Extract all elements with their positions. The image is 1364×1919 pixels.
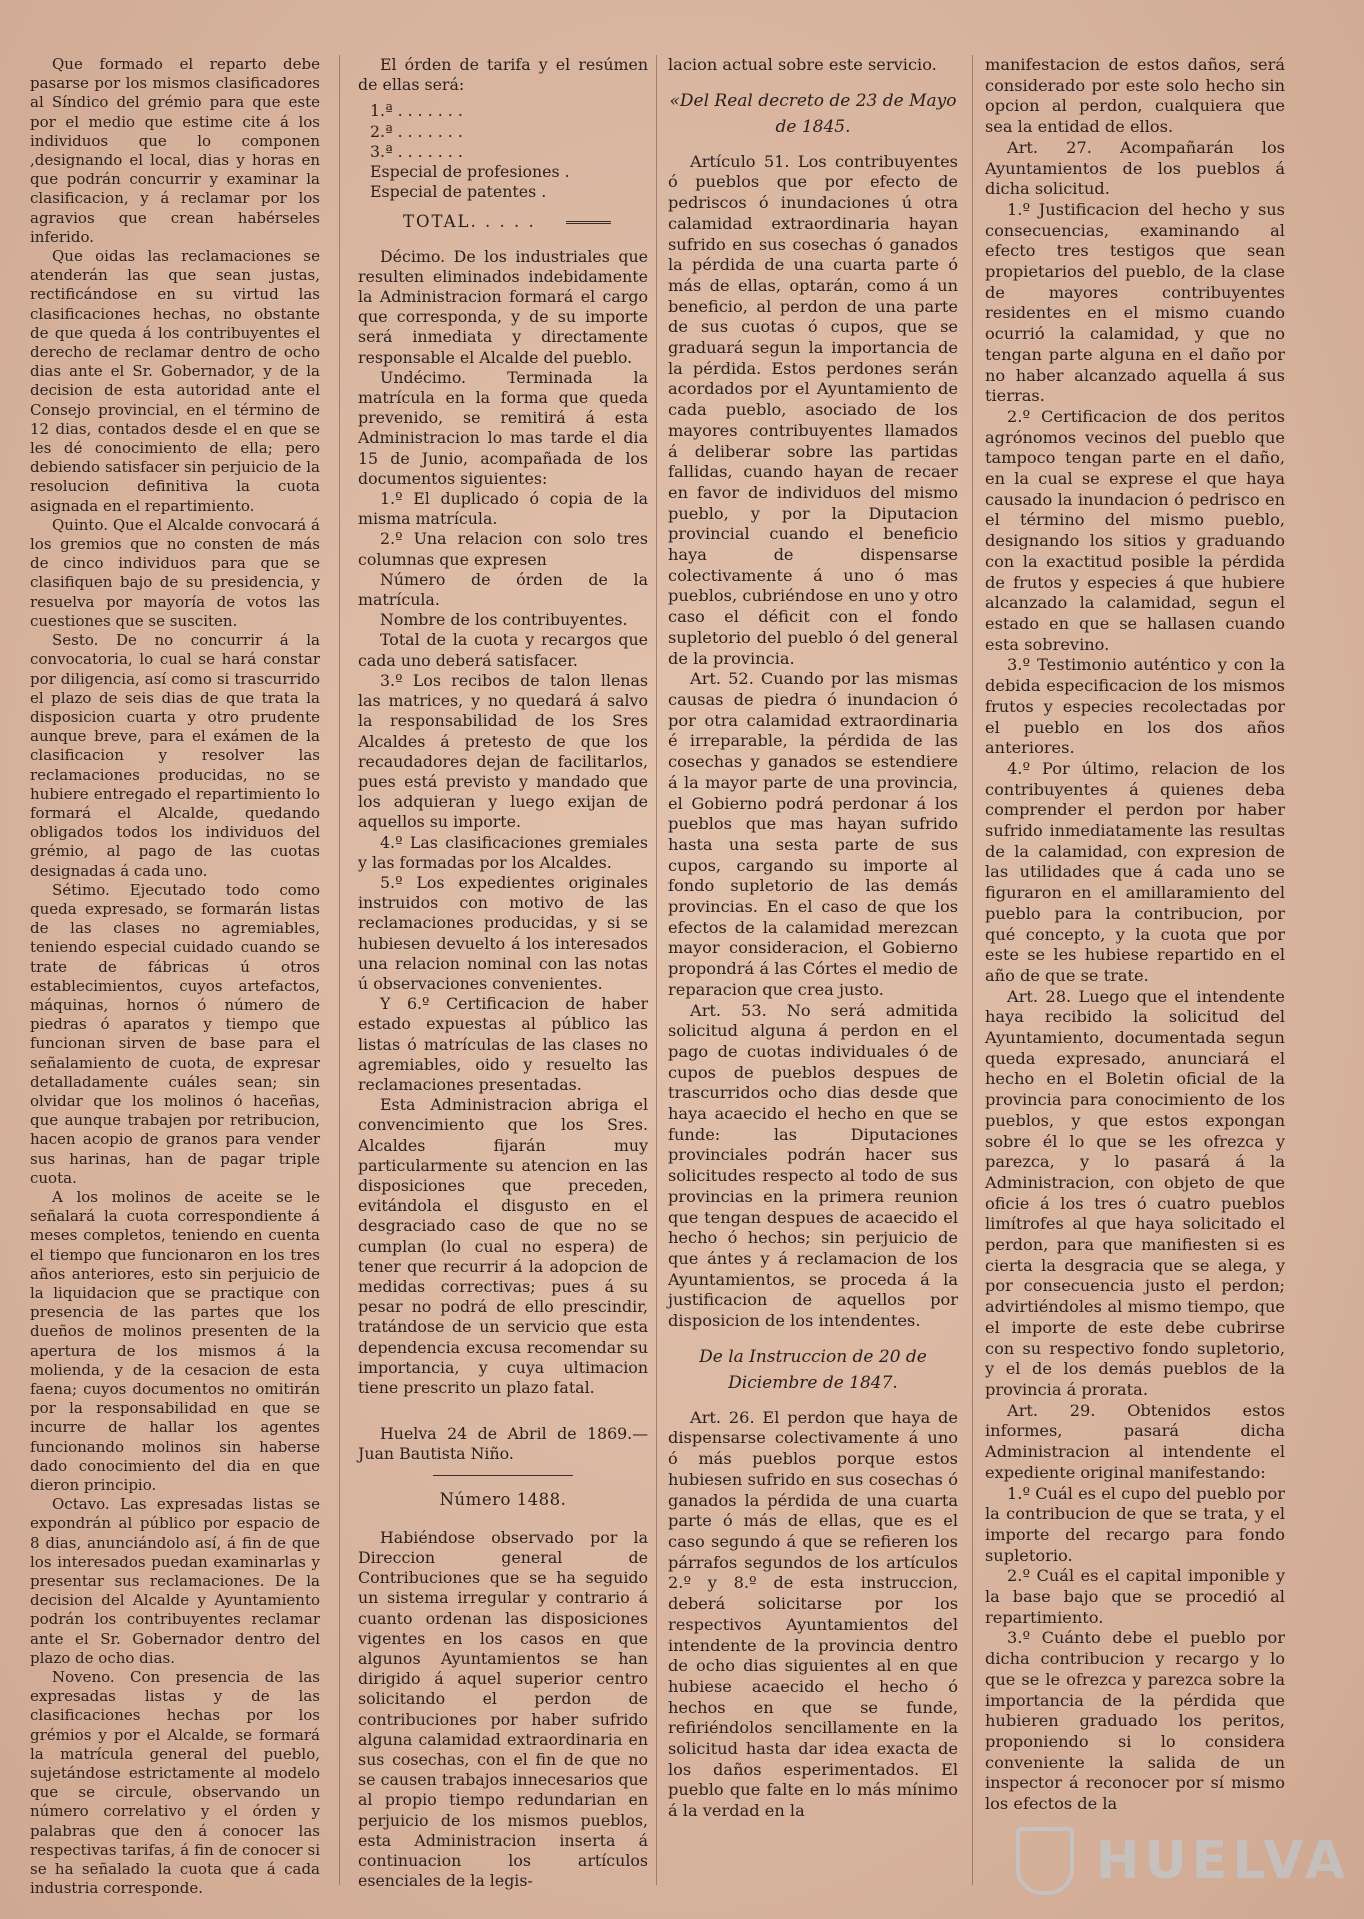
paragraph: Octavo. Las expresadas listas se expondrán al público por espacio de 8 dias, anunciándolo así, á fin de que los interesados puedan examinarlas y presentar sus reclamaciones. De la decision del Alcalde y Ayuntamiento podrán los contribuyentes reclamar ante el Sr. Gobernador dentro del plazo de ocho dias. xyxy=(30,1495,320,1667)
archive-watermark xyxy=(1016,1819,1351,1899)
paragraph: Total de la cuota y recargos que cada uno deberá satisfacer. xyxy=(358,630,648,670)
tarifa-item: Especial de profesiones . xyxy=(370,162,570,182)
total-label: TOTAL. . . . . xyxy=(403,212,536,232)
tarifa-item: 3.ª . . . . . . . xyxy=(370,141,463,161)
paragraph: Que formado el reparto debe pasarse por los mismos clasificadores al Síndico del grémio para que este por el medio que estime cite á los individuos que lo componen ,designando el local, dias y horas en que podrán concurrir y examinar la clasificacion, y á reclamar por los agravios que crean habérseles inferido. xyxy=(30,55,320,246)
paragraph: A los molinos de aceite se le señalará la cuota correspondiente á meses completos, teniendo en cuenta el tiempo que funcionaron en los tres años anteriores, esto sin perjuicio de la liquidacion que se practique con presencia de las partes que los dueños de molinos presenten de la apertura de los mismos á la molienda, y de la cesacion de esta faena; cuyos documentos no omitirán por la responsabilidad en que se incurre de hallar los agentes funcionando molinos sin haberse dado conocimiento del dia en que dieron principio. xyxy=(30,1187,320,1495)
column-rule xyxy=(972,55,973,1885)
paragraph: Quinto. Que el Alcalde convocará á los gremios que no consten de más de cinco individuos para que se clasifiquen bajo de su presidencia, y resuelva por mayoría de votos las cuestiones que se susciten. xyxy=(30,515,320,630)
paragraph: Art. 27. Acompañarán los Ayuntamientos de los pueblos á dicha solicitud. xyxy=(985,137,1285,199)
paragraph: 4.º Las clasificaciones gremiales y las formadas por los Alcaldes. xyxy=(358,832,648,872)
column-3 xyxy=(668,55,958,1822)
paragraph: 2.º Una relacion con solo tres columnas que expresen xyxy=(358,529,648,569)
paragraph: Artículo 51. Los contribuyentes ó pueblos que por efecto de pedriscos ó inundaciones ú otra calamidad extraordinaria hayan sufrido en sus cosechas ó ganados la pérdida de una cuarta parte ó más de ellas, optarán, como á un beneficio, al perdon de una parte de sus cuotas ó cupos, que se graduará segun la importancia de la pérdida. Estos perdones serán acordados por el Ayuntamiento de cada pueblo, asociado de los mayores contribuyentes llamados á deliberar sobre las partidas fallidas, cuando hayan de recaer en favor de individuos del mismo pueblo, y por la Diputacion provincial cuando el beneficio haya de dispensarse colectivamente á uno ó mas pueblos, cubriéndose en uno y otro caso el déficit con el fondo supletorio del pueblo ó del general de la provincia. xyxy=(668,151,958,668)
paragraph: Sesto. De no concurrir á la convocatoria, lo cual se hará constar por diligencia, así como si trascurrido el plazo de seis dias de que trata la disposicion cuarta y otro prudente aunque breve, para el exámen de la clasificacion y resolver las reclamaciones producidas, no se hubiere entregado el repartimiento lo formará el Alcalde, quedando obligados todos los individuos del grémio, al pago de las cuotas designadas á cada uno. xyxy=(30,631,320,880)
column-2 xyxy=(358,55,648,1891)
section-heading: De la Instruccion de 20 de Diciembre de 1847. xyxy=(699,1346,927,1393)
paragraph: Sétimo. Ejecutado todo como queda expresado, se formarán listas de las clases no agremiables, teniendo especial cuidado cuando se trate de fábricas ú otros establecimientos, cuyos artefactos, máquinas, hornos ó número de piedras ó aparatos y tiempo que funcionan sirven de base para el señalamiento de cuota, de expresar detalladamente cuáles sean; sin olvidar que los molinos ó haceñas, que aunque trabajen por retribucion, hacen acopio de granos para vender sus harinas, han de pagar triple cuota. xyxy=(30,880,320,1187)
paragraph: Nombre de los contribuyentes. xyxy=(380,610,628,630)
double-rule xyxy=(566,221,611,224)
watermark-text: HUELVA xyxy=(1096,1831,1351,1891)
column-1 xyxy=(30,55,320,1899)
paragraph: Art. 53. No será admitida solicitud alguna á perdon en el pago de cuotas individuales ó de cupos de pueblos despues de trascurridos ocho dias desde que haya acaecido el hecho en que se funde: las Diputaciones provinciales podrán hacer sus solicitudes respecto al todo de sus provincias en la primera reunion que tengan despues de acaecido el hecho ó hechos; sin perjuicio de que ántes y á reclamacion de los Ayuntamientos, se proceda á la justificacion de aquellos por disposicion de los intendentes. xyxy=(668,1000,958,1331)
column-rule xyxy=(656,55,657,1885)
paragraph: Art. 28. Luego que el intendente haya recibido la solicitud del Ayuntamiento, documentada segun queda expresado, anunciará el hecho en el Boletin oficial de la provincia para conocimiento de los pueblos, y que estos expongan sobre él lo que se les ofrezca y parezca, y lo pasará á la Administracion, con objeto de que oficie á los tres ó cuatro pueblos limítrofes al que haya solicitado el perdon, para que manifiesten si es cierta la desgracia que se alega, y por consecuencia justo el perdon; advirtiéndoles al mismo tiempo, que el importe de este debe cubrirse con su respectivo fondo supletorio, y el de los demás pueblos de la provincia á prorata. xyxy=(985,986,1285,1399)
paragraph: 3.º Los recibos de talon llenas las matrices, y no quedará á salvo la responsabilidad de los Sres Alcaldes á pretesto de que los recaudadores dejan de facilitarlos, pues está previsto y mandado que los adquieran y luego exijan de aquellos su importe. xyxy=(358,670,648,832)
paragraph: 2.º Cuál es el capital imponible y la base bajo que se procedió al repartimiento. xyxy=(985,1566,1285,1627)
paragraph: 1.º Cuál es el cupo del pueblo por la contribucion de que se trata, y el importe del recargo para fondo supletorio. xyxy=(985,1483,1285,1565)
paragraph: Esta Administracion abriga el convencimiento que los Sres. Alcaldes fijarán muy particularmente su atencion en las disposiciones que preceden, evitándola el disgusto en el desgraciado caso de que no se cumplan (lo cual no espera) de tener que recurrir á la adopcion de medidas correctivas; pues á su pesar no podrá de ello prescindir, tratándose de un servicio que esta dependencia excusa recomendar su importancia, y cuya ultimacion tiene prescrito un plazo fatal. xyxy=(358,1095,648,1397)
section-heading: «Del Real decreto de 23 de Mayo de 1845. xyxy=(669,90,957,137)
total-row xyxy=(358,212,648,232)
paragraph: 5.º Los expedientes originales instruidos con motivo de las reclamaciones producidas, y si se hubiesen devuelto á los interesados una relacion nominal con las notas ú observaciones convenientes. xyxy=(358,872,648,993)
tarifa-item: 2.ª . . . . . . . xyxy=(370,121,463,141)
paragraph: Décimo. De los industriales que resulten eliminados indebidamente la Administracion formará el cargo que corresponda, y de su importe será inmediata y directamente responsable el Alcalde del pueblo. xyxy=(358,246,648,367)
separator-line xyxy=(433,1475,573,1476)
paragraph: 2.º Certificacion de dos peritos agrónomos vecinos del pueblo que tampoco tengan parte en el daño, en la cual se exprese el que haya causado la inundacion ó pedrisco en el término del mismo pueblo, designando los sitios y graduando con la exactitud posible la pérdida de frutos y especies á que hubiere alcanzado la calamidad, segun el estado en que se hallasen cuando esta sobrevino. xyxy=(985,406,1285,654)
column-rule xyxy=(339,55,340,1885)
paragraph: 1.º El duplicado ó copia de la misma matrícula. xyxy=(358,489,648,529)
signature: Huelva 24 de Abril de 1869.—Juan Bautista Niño. xyxy=(358,1424,648,1464)
shield-icon xyxy=(1016,1827,1074,1895)
paragraph: Art. 26. El perdon que haya de dispensarse colectivamente á uno ó más pueblos porque estos hubiesen sufrido en sus cosechas ó ganados la pérdida de una cuarta parte ó más de ellas, que es el caso segundo á que se refieren los párrafos segundos de los artículos 2.º y 8.º de esta instruccion, deberá solicitarse por los respectivos Ayuntamientos del intendente de la provincia dentro de ocho dias siguientes al en que hubiese acaecido el hecho ó hechos en que se funde, refiriéndolos sencillamente en la solicitud hasta dar idea exacta de los daños esperimentados. El pueblo que falte en lo más mínimo á la verdad en la xyxy=(668,1407,958,1821)
tarifa-item: Especial de patentes . xyxy=(370,182,547,202)
paragraph: Habiéndose observado por la Direccion general de Contribuciones que se ha seguido un sistema irregular y contrario á cuanto ordenan las disposiciones vigentes en los casos en que algunos Ayuntamientos se han dirigido á aquel superior centro solicitando el perdon de contribuciones por haber sufrido alguna calamidad extraordinaria en sus cosechas, con el fin de que no se causen trabajos innecesarios que al propio tiempo redundarian en perjuicio de los mismos pueblos, esta Administracion inserta á continuacion los artículos esenciales de la legis- xyxy=(358,1527,648,1891)
paragraph: Y 6.º Certificacion de haber estado expuestas al público las listas ó matrículas de las clases no agremiables, oido y resuelto las reclamaciones presentadas. xyxy=(358,994,648,1094)
paragraph: 3.º Cuánto debe el pueblo por dicha contribucion y recargo y lo que se le ofrezca y parezca sobre la importancia de la pérdida que hubieren graduado los peritos, proponiendo si lo considera conveniente la salida de un inspector á reconocer por sí mismo los efectos de la xyxy=(985,1628,1285,1814)
paragraph: 3.º Testimonio auténtico y con la debida especificacion de los mismos frutos y especies recolectadas por el pueblo en los dos años anteriores. xyxy=(985,655,1285,758)
paragraph: Undécimo. Terminada la matrícula en la forma que queda prevenido, se remitirá á esta Administracion lo mas tarde el dia 15 de Junio, acompañada de los documentos siguientes: xyxy=(358,367,648,488)
paragraph: manifestacion de estos daños, será considerado por este solo hecho sin opcion al perdon, cualquiera que sea la entidad de ellos. xyxy=(985,55,1285,137)
paragraph: Noveno. Con presencia de las expresadas listas y de las clasificaciones hechas por los grémios y por el Alcalde, se formará la matrícula general del pueblo, sujetándose estrictamente al modelo que se circule, observando un número correlativo y el órden y palabras que den á conocer las respectivas tarifas, á fin de conocer si se ha señalado la cuota que á cada industria corresponde. xyxy=(30,1668,320,1898)
paragraph: Número de órden de la matrícula. xyxy=(358,569,648,610)
tarifa-list xyxy=(358,101,648,202)
paragraph: 1.º Justificacion del hecho y sus consecuencias, examinando al efecto tres testigos que sean propietarios del pueblo, de la clase de mayores contribuyentes residentes en el mismo cuando ocurrió la calamidad, y que no tengan parte alguna en el daño por no haber alcanzado aquella á sus tierras. xyxy=(985,199,1285,406)
column-4 xyxy=(985,55,1285,1815)
paragraph: lacion actual sobre este servicio. xyxy=(668,55,937,74)
paragraph: Art. 29. Obtenidos estos informes, pasará dicha Administracion al intendente el expediente original manifestando: xyxy=(985,1400,1285,1482)
paragraph: Que oidas las reclamaciones se atenderán las que sean justas, rectificándose en su virtud las clasificaciones hechas, no obstante de que queda á los contribuyentes el derecho de reclamar dentro de ocho dias ante el Sr. Gobernador, y de la decision de esta autoridad ante el Consejo provincial, en el término de 12 dias, contados desde el en que se les dé conocimiento de ella; pero debiendo satisfacer sin perjuicio de la resolucion definitiva la cuota asignada en el repartimiento. xyxy=(30,247,320,515)
tarifa-item: 1.ª . . . . . . . xyxy=(370,101,463,121)
paragraph: Art. 52. Cuando por las mismas causas de piedra ó inundacion ó por otra calamidad extraordinaria é irreparable, la pérdida de las cosechas y ganados se estendiere á la mayor parte de una provincia, el Gobierno podrá perdonar á los pueblos que mas hayan sufrido hasta una sesta parte de sus cupos, cargando su importe al fondo supletorio de las demás provincias. En el caso de que los efectos de la calamidad merezcan mayor consideracion, el Gobierno propondrá á las Córtes el medio de reparacion que crea justo. xyxy=(668,669,958,999)
tarifa-intro: El órden de tarifa y el resúmen de ellas será: xyxy=(358,55,648,95)
paragraph: 4.º Por último, relacion de los contribuyentes á quienes deba comprender el perdon por haber sufrido inmediatamente las resultas de la calamidad, con expresion de las utilidades que á cada uno se figuraron en el amillaramiento del pueblo para la contribucion, por qué concepto, y la cuota que por este se les hubiese repartido en el año de que se trate. xyxy=(985,758,1285,985)
section-number: Número 1488. xyxy=(439,1489,567,1509)
